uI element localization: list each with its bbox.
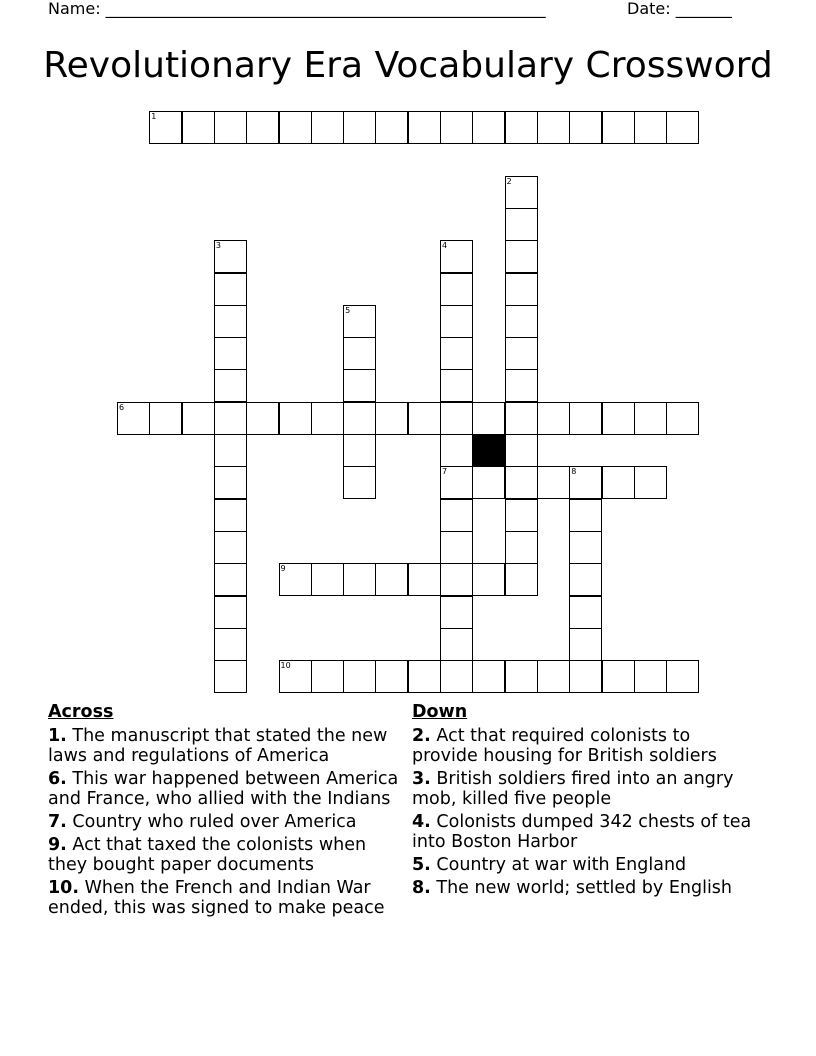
crossword-cell[interactable] xyxy=(537,660,570,693)
crossword-cell[interactable] xyxy=(505,337,538,370)
crossword-cell[interactable] xyxy=(214,240,247,273)
across-heading: Across xyxy=(48,702,114,722)
crossword-cell[interactable] xyxy=(537,466,570,499)
crossword-cell[interactable] xyxy=(666,111,699,144)
page-title: Revolutionary Era Vocabulary Crossword xyxy=(43,45,773,86)
crossword-cell[interactable] xyxy=(472,402,505,435)
crossword-cell[interactable] xyxy=(569,402,602,435)
crossword-cell[interactable] xyxy=(569,499,602,532)
crossword-cell[interactable] xyxy=(343,305,376,338)
crossword-cell[interactable] xyxy=(279,660,312,693)
clue-text: Country at war with England xyxy=(436,855,687,875)
crossword-cell[interactable] xyxy=(569,466,602,499)
clue-number: 8. xyxy=(412,878,431,898)
crossword-cell[interactable] xyxy=(311,563,344,596)
crossword-cell[interactable] xyxy=(472,563,505,596)
crossword-cell[interactable] xyxy=(408,563,441,596)
crossword-cell[interactable] xyxy=(440,660,473,693)
crossword-cell[interactable] xyxy=(214,563,247,596)
crossword-cell[interactable] xyxy=(505,434,538,467)
across-clue xyxy=(48,812,406,832)
crossword-cell[interactable] xyxy=(408,660,441,693)
crossword-cell[interactable] xyxy=(182,111,215,144)
cell-number: 2 xyxy=(506,176,512,186)
crossword-cell[interactable] xyxy=(440,434,473,467)
down-clue xyxy=(412,878,752,898)
clue-number: 6. xyxy=(48,769,67,789)
crossword-cell[interactable] xyxy=(440,369,473,402)
crossword-cell[interactable] xyxy=(279,402,312,435)
crossword-cell[interactable] xyxy=(311,402,344,435)
crossword-cell[interactable] xyxy=(214,596,247,629)
crossword-cell[interactable] xyxy=(505,111,538,144)
crossword-cell[interactable] xyxy=(569,531,602,564)
crossword-cell[interactable] xyxy=(440,402,473,435)
crossword-cell[interactable] xyxy=(634,111,667,144)
clue-number: 2. xyxy=(412,726,431,746)
crossword-cell[interactable] xyxy=(505,563,538,596)
down-clue xyxy=(412,855,752,875)
crossword-cell[interactable] xyxy=(569,660,602,693)
crossword-cell[interactable] xyxy=(149,402,182,435)
clue-text: Country who ruled over America xyxy=(72,812,357,832)
down-heading: Down xyxy=(412,702,468,722)
cell-number: 6 xyxy=(119,402,125,412)
crossword-cell[interactable] xyxy=(408,402,441,435)
crossword-cell[interactable] xyxy=(311,660,344,693)
crossword-cell[interactable] xyxy=(440,466,473,499)
crossword-cell[interactable] xyxy=(343,660,376,693)
crossword-cell[interactable] xyxy=(182,402,215,435)
crossword-cell[interactable] xyxy=(440,240,473,273)
cell-number: 9 xyxy=(280,564,286,574)
crossword-cell[interactable] xyxy=(569,596,602,629)
crossword-cell[interactable] xyxy=(440,531,473,564)
clue-number: 5. xyxy=(412,855,431,875)
crossword-cell[interactable] xyxy=(505,305,538,338)
clue-text: When the French and Indian War ended, this was signed to make peace xyxy=(48,878,385,918)
crossword-cell[interactable] xyxy=(246,402,279,435)
crossword-cell[interactable] xyxy=(214,305,247,338)
down-clues xyxy=(412,702,752,901)
crossword-cell[interactable] xyxy=(505,176,538,209)
cell-number: 4 xyxy=(442,241,448,251)
crossword-cell[interactable] xyxy=(602,466,635,499)
crossword-cell[interactable] xyxy=(279,111,312,144)
across-clues xyxy=(48,702,406,921)
crossword-cell[interactable] xyxy=(472,111,505,144)
crossword-cell[interactable] xyxy=(149,111,182,144)
crossword-cell[interactable] xyxy=(214,369,247,402)
crossword-cell[interactable] xyxy=(375,660,408,693)
crossword-cell[interactable] xyxy=(440,628,473,661)
crossword-cell[interactable] xyxy=(634,660,667,693)
crossword-cell[interactable] xyxy=(214,660,247,693)
crossword-cell[interactable] xyxy=(472,660,505,693)
clue-text: Act that taxed the colonists when they bought paper documents xyxy=(48,835,367,875)
crossword-cell[interactable] xyxy=(214,434,247,467)
crossword-cell[interactable] xyxy=(408,111,441,144)
clue-text: Colonists dumped 342 chests of tea into Boston Harbor xyxy=(412,812,752,852)
crossword-cell[interactable] xyxy=(214,628,247,661)
crossword-cell[interactable] xyxy=(343,563,376,596)
crossword-cell[interactable] xyxy=(214,111,247,144)
crossword-cell[interactable] xyxy=(375,111,408,144)
crossword-cell[interactable] xyxy=(505,402,538,435)
crossword-cell[interactable] xyxy=(214,466,247,499)
clue-text: British soldiers fired into an angry mob, killed five people xyxy=(412,769,734,809)
crossword-cell[interactable] xyxy=(505,466,538,499)
clue-text: The new world; settled by English xyxy=(436,878,733,898)
down-clue xyxy=(412,812,752,852)
crossword-cell[interactable] xyxy=(440,305,473,338)
crossword-cell[interactable] xyxy=(505,273,538,306)
date-field-label: Date: _______ xyxy=(627,0,732,18)
crossword-cell[interactable] xyxy=(634,466,667,499)
crossword-cell[interactable] xyxy=(343,434,376,467)
down-clue xyxy=(412,769,752,809)
crossword-cell[interactable] xyxy=(440,111,473,144)
clue-number: 7. xyxy=(48,812,67,832)
crossword-cell[interactable] xyxy=(569,111,602,144)
crossword-cell[interactable] xyxy=(634,402,667,435)
clue-number: 9. xyxy=(48,835,67,855)
crossword-cell[interactable] xyxy=(440,596,473,629)
crossword-cell[interactable] xyxy=(505,240,538,273)
crossword-cell[interactable] xyxy=(343,466,376,499)
crossword-cell[interactable] xyxy=(214,499,247,532)
clue-number: 1. xyxy=(48,726,67,746)
clue-text: This war happened between America and France, who allied with the Indians xyxy=(48,769,399,809)
crossword-cell[interactable] xyxy=(375,402,408,435)
crossword-cell[interactable] xyxy=(343,337,376,370)
crossword-cell[interactable] xyxy=(505,660,538,693)
crossword-cell[interactable] xyxy=(440,337,473,370)
crossword-cell[interactable] xyxy=(440,563,473,596)
crossword-cell[interactable] xyxy=(537,402,570,435)
across-clue xyxy=(48,835,406,875)
clue-number: 3. xyxy=(412,769,431,789)
clue-number: 4. xyxy=(412,812,431,832)
crossword-cell[interactable] xyxy=(214,273,247,306)
crossword-cell[interactable] xyxy=(602,402,635,435)
crossword-cell[interactable] xyxy=(505,208,538,241)
crossword-cell[interactable] xyxy=(279,563,312,596)
crossword-cell[interactable] xyxy=(343,402,376,435)
crossword-cell[interactable] xyxy=(375,563,408,596)
across-clue xyxy=(48,769,406,809)
crossword-cell[interactable] xyxy=(343,369,376,402)
crossword-cell[interactable] xyxy=(214,337,247,370)
crossword-cell[interactable] xyxy=(343,111,376,144)
crossword-cell[interactable] xyxy=(311,111,344,144)
crossword-cell[interactable] xyxy=(214,531,247,564)
crossword-cell[interactable] xyxy=(602,660,635,693)
clue-text: The manuscript that stated the new laws and regulations of America xyxy=(48,726,388,766)
name-field-label: Name: _______________________________________________________ xyxy=(48,0,546,18)
across-clue xyxy=(48,878,406,918)
cell-number: 7 xyxy=(442,467,448,477)
crossword-cell[interactable] xyxy=(569,563,602,596)
crossword-cell[interactable] xyxy=(246,111,279,144)
black-square xyxy=(472,434,505,467)
cell-number: 8 xyxy=(571,467,577,477)
down-clue xyxy=(412,726,752,766)
crossword-cell[interactable] xyxy=(505,499,538,532)
clue-number: 10. xyxy=(48,878,80,898)
crossword-cell[interactable] xyxy=(440,499,473,532)
crossword-cell[interactable] xyxy=(472,466,505,499)
crossword-cell[interactable] xyxy=(117,402,150,435)
across-clue xyxy=(48,726,406,766)
crossword-cell[interactable] xyxy=(505,369,538,402)
cell-number: 10 xyxy=(280,661,291,671)
cell-number: 3 xyxy=(215,241,221,251)
cell-number: 5 xyxy=(345,305,351,315)
crossword-cell[interactable] xyxy=(440,273,473,306)
crossword-cell[interactable] xyxy=(602,111,635,144)
crossword-cell[interactable] xyxy=(666,402,699,435)
clue-text: Act that required colonists to provide housing for British soldiers xyxy=(412,726,717,766)
cell-number: 1 xyxy=(151,112,157,121)
crossword-cell[interactable] xyxy=(214,402,247,435)
crossword-cell[interactable] xyxy=(505,531,538,564)
crossword-cell[interactable] xyxy=(569,628,602,661)
crossword-cell[interactable] xyxy=(666,660,699,693)
crossword-cell[interactable] xyxy=(537,111,570,144)
